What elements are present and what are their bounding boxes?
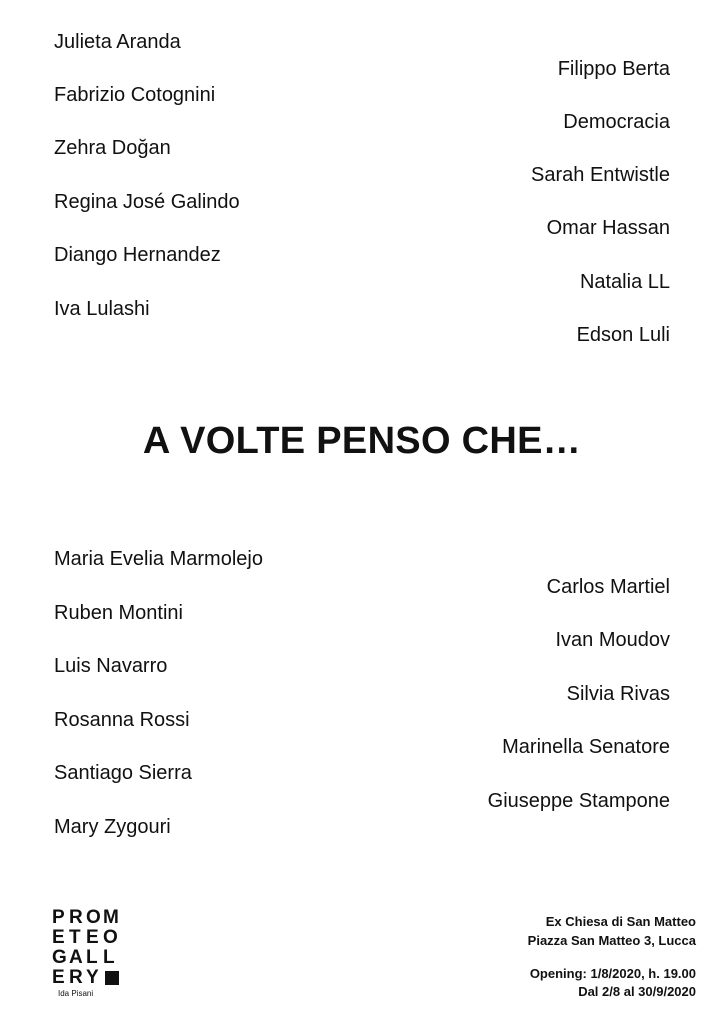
- artist-name: Giuseppe Stampone: [487, 790, 670, 812]
- artist-name: Natalia LL: [579, 271, 670, 293]
- artist-name: Ruben Montini: [54, 602, 183, 624]
- artist-name: Fabrizio Cotognini: [54, 84, 216, 106]
- artist-name: Carlos Martiel: [546, 576, 670, 598]
- artist-name: Regina José Galindo: [54, 191, 240, 213]
- artist-name: Maria Evelia Marmolejo: [54, 548, 263, 570]
- artist-name: Julieta Aranda: [54, 31, 181, 53]
- logo-letter: L: [86, 947, 98, 968]
- opening-info: Opening: 1/8/2020, h. 19.00: [529, 966, 696, 981]
- logo-letter: O: [103, 927, 118, 948]
- artist-name: Marinella Senatore: [502, 736, 670, 758]
- artist-name: Silvia Rivas: [566, 683, 670, 705]
- logo-letter: R: [69, 907, 83, 928]
- logo-square-icon: [105, 971, 119, 985]
- artist-name: Sarah Entwistle: [531, 164, 670, 186]
- artist-name: Zehra Doğan: [54, 137, 171, 159]
- logo-letter: O: [86, 907, 101, 928]
- logo-letter: M: [103, 907, 119, 928]
- logo-subtitle: Ida Pisani: [58, 989, 94, 998]
- exhibition-dates: Dal 2/8 al 30/9/2020: [578, 984, 696, 999]
- artist-name: Diango Hernandez: [54, 244, 221, 266]
- artist-name: Mary Zygouri: [54, 816, 171, 838]
- logo-letter: E: [52, 927, 65, 948]
- artist-name: Santiago Sierra: [54, 762, 192, 784]
- logo-letter: E: [52, 967, 65, 988]
- artist-name: Filippo Berta: [557, 58, 670, 80]
- artist-name: Omar Hassan: [546, 217, 670, 239]
- artist-name: Edson Luli: [576, 324, 670, 346]
- logo-letter: E: [86, 927, 99, 948]
- logo-letter: A: [69, 947, 83, 968]
- logo-letter: T: [69, 927, 81, 948]
- logo-letter: Y: [86, 967, 99, 988]
- artist-name: Democracia: [563, 111, 670, 133]
- exhibition-title: A VOLTE PENSO CHE…: [142, 420, 582, 462]
- gallery-logo: [52, 908, 120, 998]
- venue-address: Piazza San Matteo 3, Lucca: [527, 933, 696, 948]
- artist-name: Ivan Moudov: [555, 629, 670, 651]
- venue-name: Ex Chiesa di San Matteo: [545, 914, 696, 929]
- artist-name: Rosanna Rossi: [54, 709, 190, 731]
- logo-letter: P: [52, 907, 65, 928]
- logo-letter: L: [103, 947, 115, 968]
- logo-letter: G: [52, 947, 67, 968]
- logo-letter: R: [69, 967, 83, 988]
- artist-name: Luis Navarro: [54, 655, 168, 677]
- artist-name: Iva Lulashi: [54, 298, 150, 320]
